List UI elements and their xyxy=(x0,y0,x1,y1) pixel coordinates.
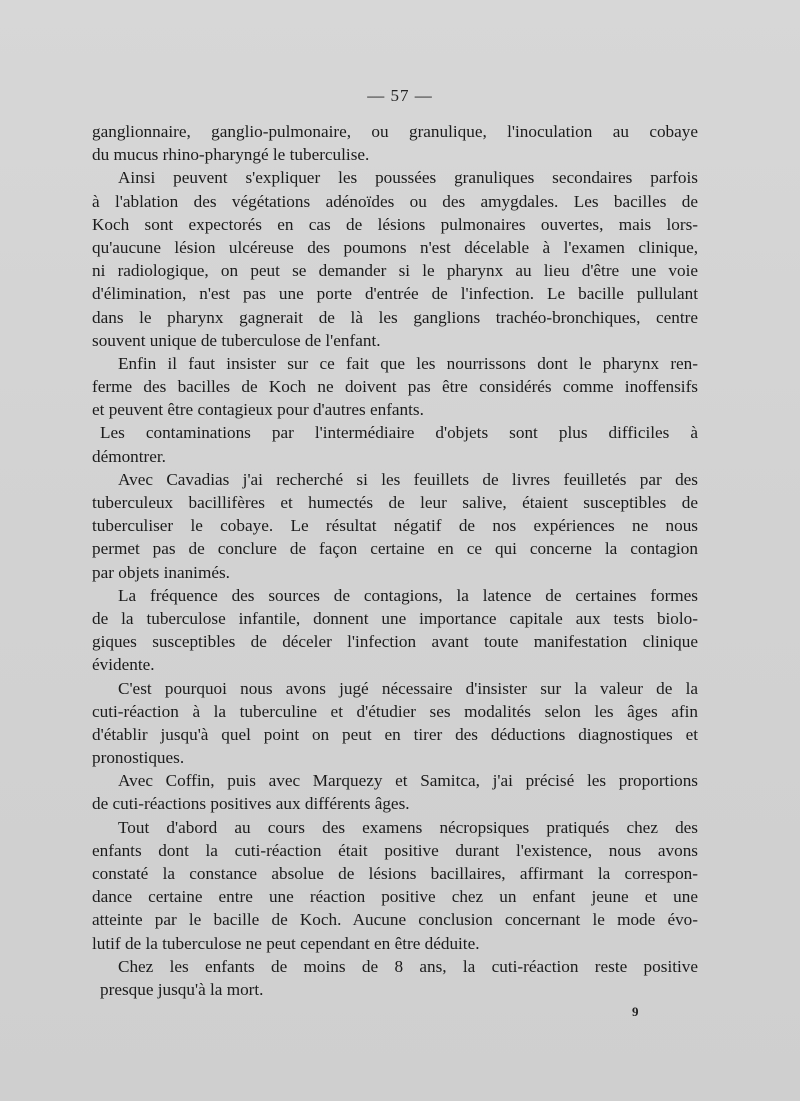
text-line: souvent unique de tuberculose de l'enfant. xyxy=(92,330,381,350)
text-line: à l'ablation des végétations adénoïdes ou des amygdales. Les bacilles de xyxy=(92,191,698,211)
text-line: Chez les enfants de moins de 8 ans, la cuti-réaction reste positive xyxy=(118,956,698,976)
text-line: enfants dont la cuti-réaction était positive durant l'existence, nous avons xyxy=(92,840,698,860)
text-line: dans le pharynx gagnerait de là les ganglions trachéo-bronchiques, centre xyxy=(92,307,698,327)
text-line: de cuti-réactions positives aux différents âges. xyxy=(92,794,410,814)
text-line: qu'aucune lésion ulcéreuse des poumons n'est décelable à l'examen clinique, xyxy=(92,237,698,257)
body-text xyxy=(92,120,698,1001)
text-line: permet pas de conclure de façon certaine en ce qui concerne la contagion xyxy=(92,539,698,559)
text-line: Enfin il faut insister sur ce fait que les nourrissons dont le pharynx ren- xyxy=(118,353,698,373)
text-line: du mucus rhino-pharyngé le tuberculise. xyxy=(92,145,370,165)
text-line: Tout d'abord au cours des examens nécropsiques pratiqués chez des xyxy=(118,817,698,837)
text-line: C'est pourquoi nous avons jugé nécessaire d'insister sur la valeur de la xyxy=(118,678,698,698)
text-line: La fréquence des sources de contagions, la latence de certaines formes xyxy=(118,585,698,605)
text-line: cuti-réaction à la tuberculine et d'étudier ses modalités selon les âges afin xyxy=(92,701,698,721)
text-line: pronostiques. xyxy=(92,748,185,768)
text-line: presque jusqu'à la mort. xyxy=(100,979,264,999)
text-line: d'établir jusqu'à quel point on peut en tirer des déductions diagnostiques et xyxy=(92,724,698,744)
text-line: par objets inanimés. xyxy=(92,562,230,582)
text-line: constaté la constance absolue de lésions bacillaires, affirmant la correspon- xyxy=(92,864,698,883)
text-line: Koch sont expectorés en cas de lésions pulmonaires ouvertes, mais lors- xyxy=(92,214,698,234)
text-line: giques susceptibles de déceler l'infection avant toute manifestation clinique xyxy=(92,632,698,652)
text-line: Avec Coffin, puis avec Marquezy et Samitca, j'ai précisé les proportions xyxy=(118,771,698,791)
text-line: de la tuberculose infantile, donnent une importance capitale aux tests biolo- xyxy=(92,608,698,628)
text-line: lutif de la tuberculose ne peut cependant en être déduite. xyxy=(92,933,480,953)
page-number: — 57 — xyxy=(367,86,433,105)
signature-mark: 9 xyxy=(632,1004,639,1019)
text-line: ni radiologique, on peut se demander si le pharynx au lieu d'être une voie xyxy=(92,261,698,281)
text-line: d'élimination, n'est pas une porte d'entrée de l'infection. Le bacille pullulant xyxy=(92,284,698,304)
text-line: Les contaminations par l'intermédiaire d'objets sont plus difficiles à xyxy=(100,423,698,443)
text-line: évidente. xyxy=(92,655,155,675)
text-line: atteinte par le bacille de Koch. Aucune conclusion concernant le mode évo- xyxy=(92,910,698,930)
text-line: Ainsi peuvent s'expliquer les poussées granuliques secondaires parfois xyxy=(118,168,698,188)
text-line: tuberculeux bacillifères et humectés de leur salive, étaient susceptibles de xyxy=(92,493,698,512)
text-line: ganglionnaire, ganglio-pulmonaire, ou granulique, l'inoculation au cobaye xyxy=(92,122,698,141)
text-line: tuberculiser le cobaye. Le résultat négatif de nos expériences ne nous xyxy=(92,516,698,536)
text-line: démontrer. xyxy=(92,446,166,466)
text-line: dance certaine entre une réaction positive chez un enfant jeune et une xyxy=(92,887,698,907)
text-line: Avec Cavadias j'ai recherché si les feuillets de livres feuilletés par des xyxy=(118,469,698,489)
text-line: et peuvent être contagieux pour d'autres enfants. xyxy=(92,400,424,420)
text-line: ferme des bacilles de Koch ne doivent pas être considérés comme inoffensifs xyxy=(92,377,698,397)
